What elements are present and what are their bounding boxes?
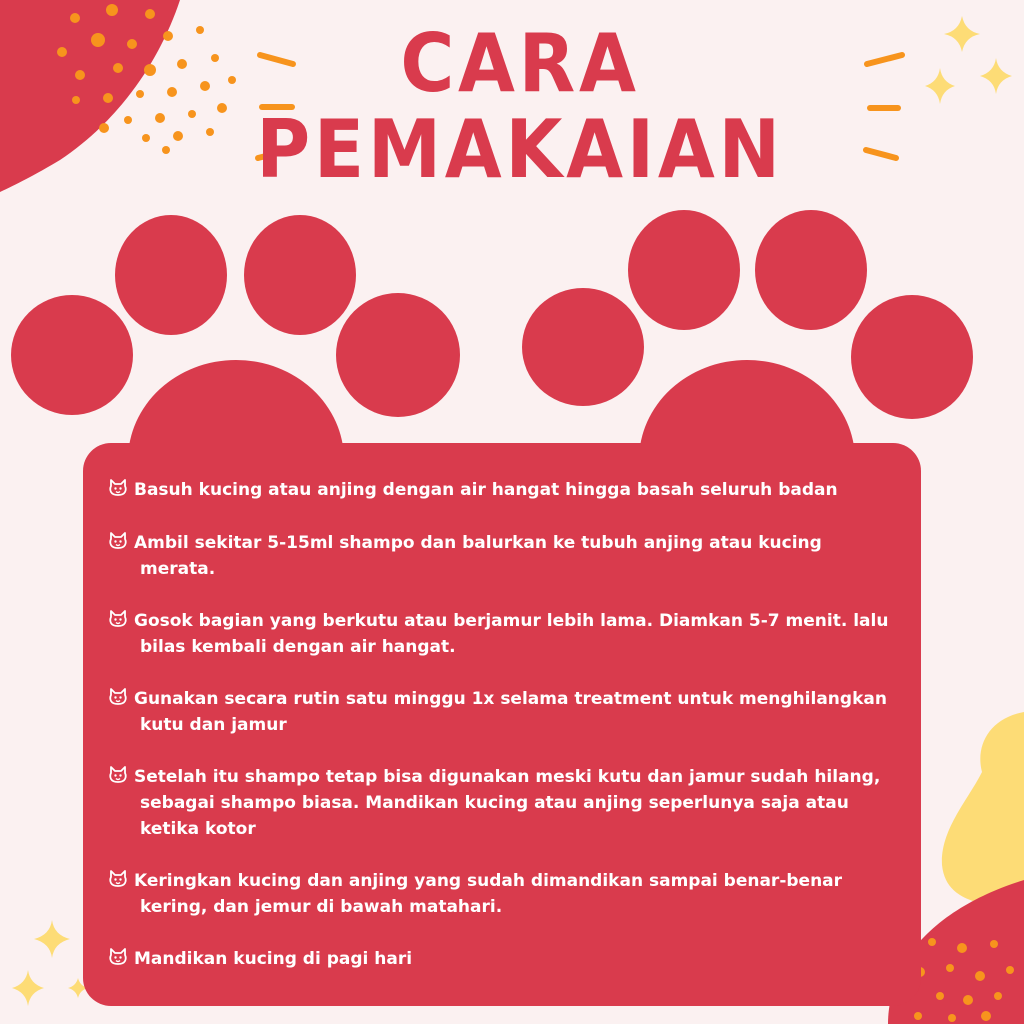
instruction-text: kutu dan jamur [140, 715, 287, 735]
instruction-text: bilas kembali dengan air hangat. [140, 637, 456, 657]
instruction-step-line [108, 764, 908, 790]
instruction-step-line [108, 894, 908, 920]
cat-face-icon [108, 687, 128, 707]
instruction-text: Setelah itu shampo tetap bisa digunakan meski kutu dan jamur sudah hilang, [134, 767, 881, 787]
instruction-step-line [108, 790, 908, 816]
instruction-step [108, 946, 908, 972]
bottom-right-yellow-blob [942, 712, 1024, 905]
instruction-step-line [108, 634, 908, 660]
page-title-line-2: PEMAKAIAN [256, 103, 784, 196]
instruction-step-line [108, 477, 908, 503]
instruction-step-line [108, 530, 908, 556]
instruction-text: ketika kotor [140, 819, 256, 839]
instruction-step [108, 868, 908, 920]
instruction-text: kering, dan jemur di bawah matahari. [140, 897, 503, 917]
instruction-text: sebagai shampo biasa. Mandikan kucing atau anjing seperlunya saja atau [140, 793, 849, 813]
instruction-step-line [108, 712, 908, 738]
instruction-text: Ambil sekitar 5-15ml shampo dan balurkan ke tubuh anjing atau kucing [134, 533, 822, 553]
instruction-text: Basuh kucing atau anjing dengan air hangat hingga basah seluruh badan [134, 480, 838, 500]
instruction-step [108, 530, 908, 582]
bottom-left-sparkles [12, 920, 88, 1006]
page-title-line-1: CARA [400, 17, 640, 110]
instruction-step [108, 477, 908, 503]
instruction-step-line [108, 868, 908, 894]
cat-face-icon [108, 765, 128, 785]
instruction-step-line [108, 556, 908, 582]
instruction-step-line [108, 608, 908, 634]
instruction-text: Keringkan kucing dan anjing yang sudah dimandikan sampai benar-benar [134, 871, 843, 891]
instruction-step-line [108, 946, 908, 972]
instruction-step [108, 764, 908, 842]
cat-face-icon [108, 609, 128, 629]
instruction-step-line [108, 686, 908, 712]
instruction-text: merata. [140, 559, 216, 579]
instruction-step [108, 608, 908, 660]
instruction-text: Mandikan kucing di pagi hari [134, 949, 413, 969]
instruction-step [108, 686, 908, 738]
instruction-text: Gosok bagian yang berkutu atau berjamur lebih lama. Diamkan 5-7 menit. lalu [134, 611, 889, 631]
instruction-step-line [108, 816, 908, 842]
instruction-text: Gunakan secara rutin satu minggu 1x selama treatment untuk menghilangkan [134, 689, 887, 709]
cat-face-icon [108, 531, 128, 551]
cat-face-icon [108, 478, 128, 498]
cat-face-icon [108, 947, 128, 967]
cat-face-icon [108, 869, 128, 889]
